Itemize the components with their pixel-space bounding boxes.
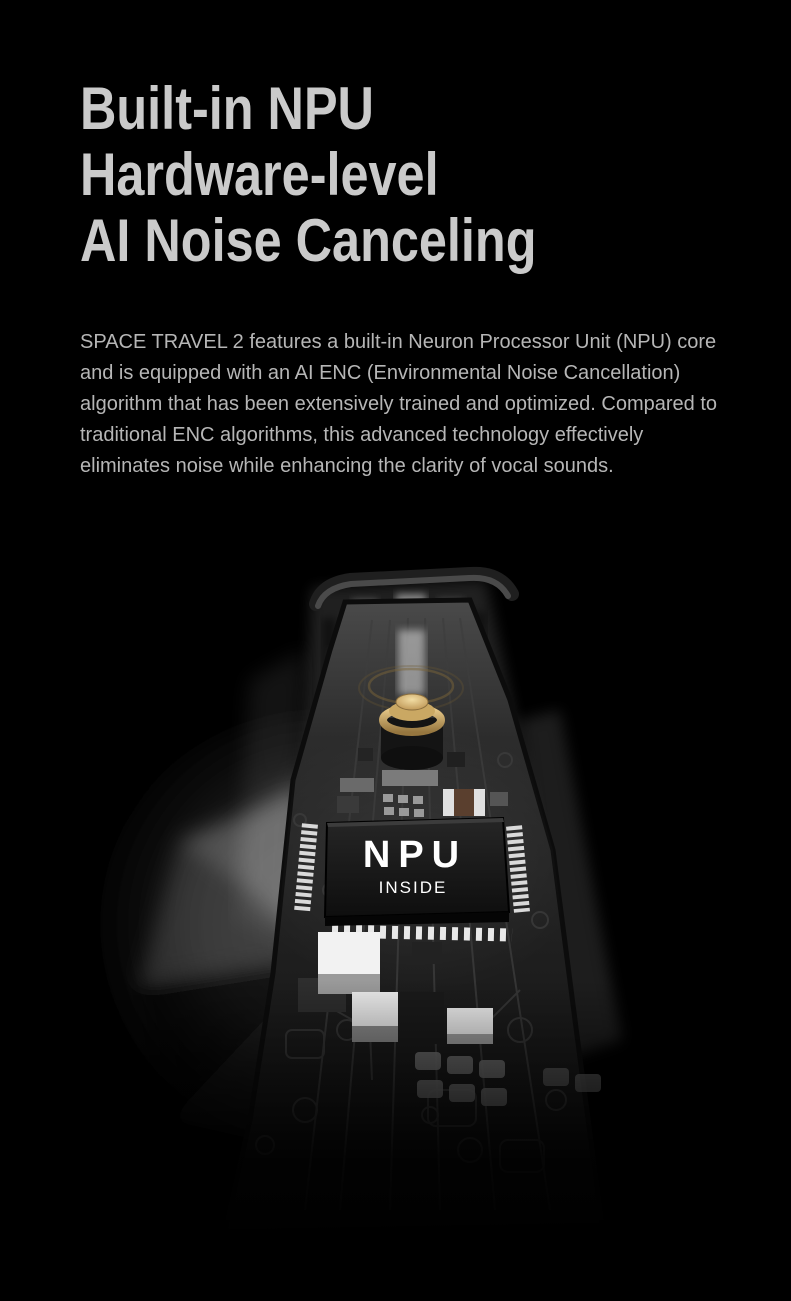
feature-description: SPACE TRAVEL 2 features a built-in Neuron Processor Unit (NPU) core and is equipped with an AI ENC (Environmental Noise Cancellation) algorithm that has been extensively trained and optimized. Compared to traditional ENC algorithms, this advanced technology effectively eliminates noise while enhancing the clarity of vocal sounds. (80, 331, 718, 477)
bottom-fade-overlay (0, 980, 791, 1301)
heading-line-2: Hardware-level (80, 141, 439, 208)
heading-line-1: Built-in NPU (80, 75, 374, 142)
earbud-pcb-illustration (0, 560, 791, 1301)
npu-chip (302, 818, 522, 935)
light-beam (398, 630, 425, 695)
capacitor (443, 789, 485, 816)
earbud-pcb-render (0, 560, 791, 1301)
chip-label: NPU (362, 834, 468, 876)
heading-line-3: AI Noise Canceling (80, 207, 537, 274)
feature-heading (80, 0, 677, 274)
chip-sublabel: INSIDE (378, 878, 448, 897)
